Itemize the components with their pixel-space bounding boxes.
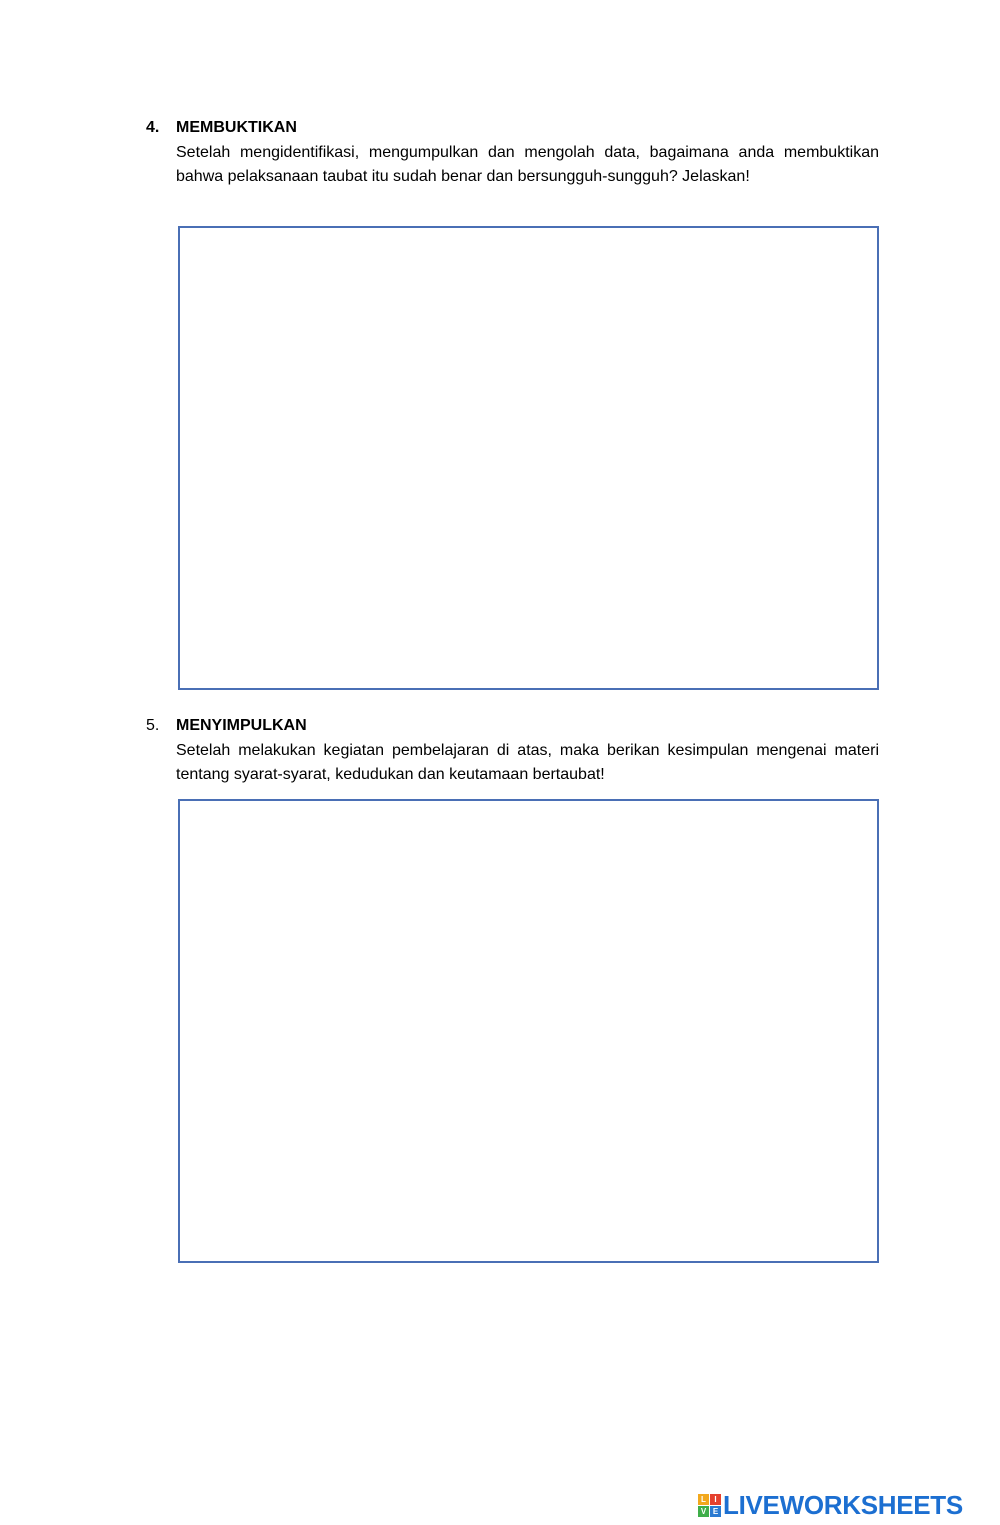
liveworksheets-logo	[698, 1492, 963, 1518]
answer-box-4[interactable]	[178, 226, 879, 690]
question-5-number: 5.	[146, 717, 160, 734]
brand-name: LIVEWORKSHEETS	[723, 1490, 963, 1520]
answer-box-5[interactable]	[178, 799, 879, 1263]
brand-logo-icon	[698, 1494, 721, 1517]
question-5-text: Setelah melakukan kegiatan pembelajaran di atas, maka berikan kesimpulan mengenai materi tentang syarat-syarat, kedudukan dan keutamaan bertaubat!	[176, 742, 879, 783]
question-4-number: 4.	[146, 119, 160, 136]
brand-logo-letter-i: I	[710, 1494, 721, 1505]
brand-logo-letter-v: V	[698, 1506, 709, 1517]
brand-logo-letter-e: E	[710, 1506, 721, 1517]
question-5-title: MENYIMPULKAN	[176, 717, 307, 734]
question-4-text: Setelah mengidentifikasi, mengumpulkan dan mengolah data, bagaimana anda membuktikan bahwa pelaksanaan taubat itu sudah benar dan bersungguh-sungguh? Jelaskan!	[176, 144, 879, 185]
question-4-title: MEMBUKTIKAN	[176, 119, 297, 136]
brand-logo-letter-l: L	[698, 1494, 709, 1505]
